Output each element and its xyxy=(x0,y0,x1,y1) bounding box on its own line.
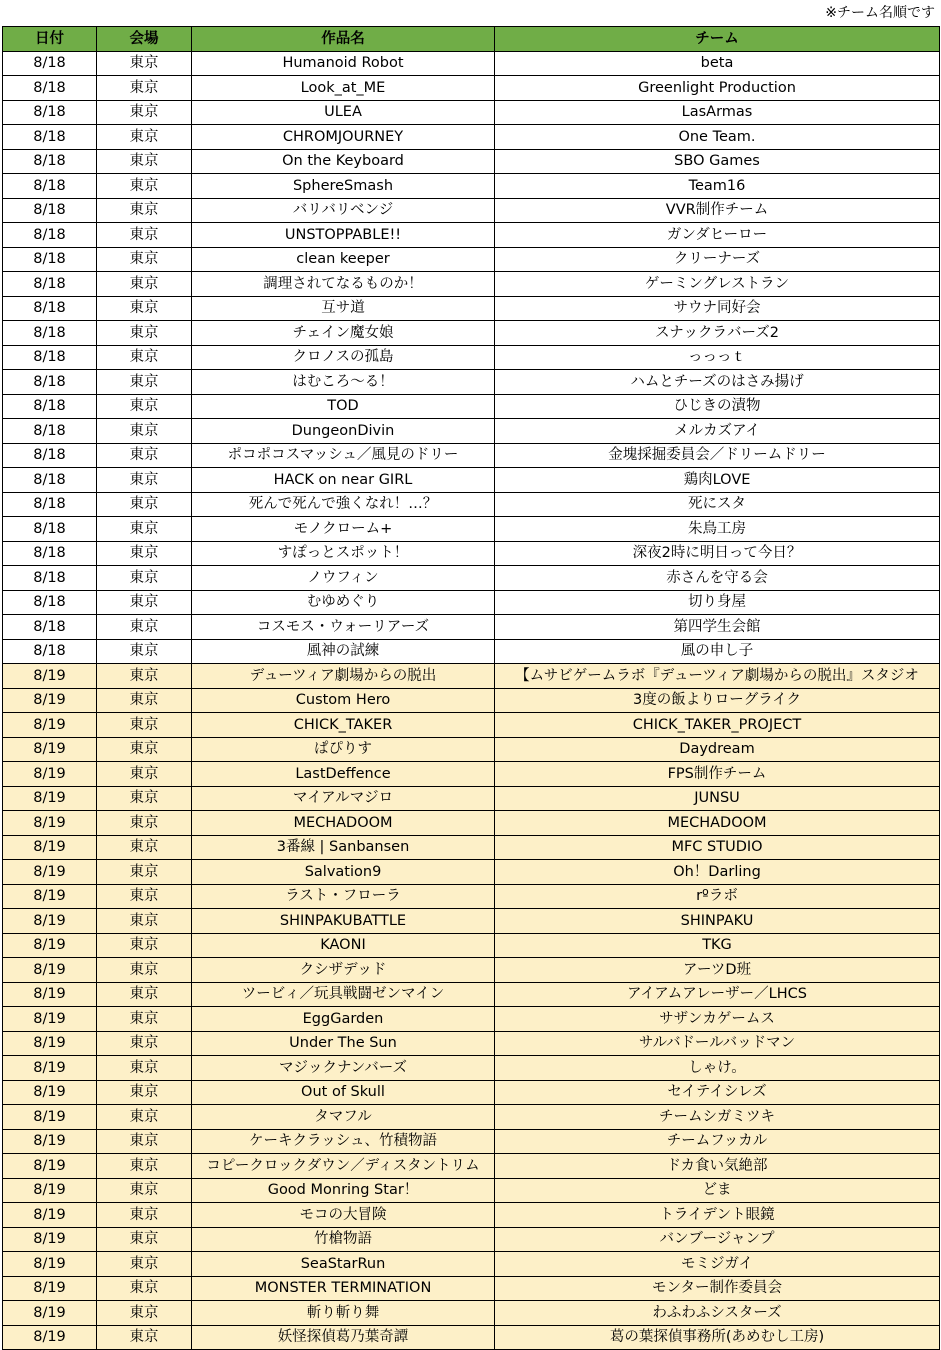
table-row xyxy=(3,51,940,76)
cell-team: Team16 xyxy=(495,174,940,199)
cell-date: 8/19 xyxy=(3,1203,97,1228)
cell-venue: 東京 xyxy=(97,639,192,664)
cell-title: コピークロックダウン／ディスタントリム xyxy=(192,1154,495,1179)
cell-team: FPS制作チーム xyxy=(495,762,940,787)
cell-date: 8/19 xyxy=(3,1129,97,1154)
cell-venue: 東京 xyxy=(97,247,192,272)
cell-title: 3番線 | Sanbansen xyxy=(192,835,495,860)
cell-team: 第四学生会館 xyxy=(495,615,940,640)
table-row xyxy=(3,1301,940,1326)
cell-date: 8/18 xyxy=(3,149,97,174)
cell-title: コスモス・ウォーリアーズ xyxy=(192,615,495,640)
cell-title: ラスト・フローラ xyxy=(192,884,495,909)
cell-team: アーツD班 xyxy=(495,958,940,983)
cell-venue: 東京 xyxy=(97,737,192,762)
cell-date: 8/19 xyxy=(3,688,97,713)
cell-title: マジックナンバーズ xyxy=(192,1056,495,1081)
table-row xyxy=(3,860,940,885)
cell-venue: 東京 xyxy=(97,345,192,370)
cell-date: 8/19 xyxy=(3,1031,97,1056)
table-header-row xyxy=(3,27,940,52)
cell-team: サウナ同好会 xyxy=(495,296,940,321)
cell-team: どま xyxy=(495,1178,940,1203)
cell-title: HACK on near GIRL xyxy=(192,468,495,493)
cell-team: モミジガイ xyxy=(495,1252,940,1277)
cell-venue: 東京 xyxy=(97,884,192,909)
cell-team: っっっｔ xyxy=(495,345,940,370)
cell-title: 互サ道 xyxy=(192,296,495,321)
cell-venue: 東京 xyxy=(97,860,192,885)
table-row xyxy=(3,125,940,150)
table-row xyxy=(3,786,940,811)
cell-team: LasArmas xyxy=(495,100,940,125)
cell-date: 8/18 xyxy=(3,639,97,664)
cell-title: クシザデッド xyxy=(192,958,495,983)
cell-date: 8/18 xyxy=(3,125,97,150)
table-row xyxy=(3,590,940,615)
table-row xyxy=(3,909,940,934)
cell-team: Greenlight Production xyxy=(495,76,940,101)
cell-team: スナックラバーズ2 xyxy=(495,321,940,346)
table-row xyxy=(3,247,940,272)
table-row xyxy=(3,100,940,125)
cell-title: clean keeper xyxy=(192,247,495,272)
cell-title: ポコポコスマッシュ／風見のドリー xyxy=(192,443,495,468)
table-row xyxy=(3,517,940,542)
cell-venue: 東京 xyxy=(97,223,192,248)
cell-date: 8/19 xyxy=(3,1227,97,1252)
cell-team: 【ムサビゲームラボ『デューツィア劇場からの脱出』スタジオ xyxy=(495,664,940,689)
cell-venue: 東京 xyxy=(97,370,192,395)
cell-title: 竹槍物語 xyxy=(192,1227,495,1252)
table-row xyxy=(3,1031,940,1056)
cell-venue: 東京 xyxy=(97,272,192,297)
sort-note: ※チーム名順です xyxy=(825,5,935,21)
cell-team: 切り身屋 xyxy=(495,590,940,615)
cell-title: ケーキクラッシュ、竹積物語 xyxy=(192,1129,495,1154)
cell-date: 8/19 xyxy=(3,811,97,836)
cell-date: 8/18 xyxy=(3,100,97,125)
header-date: 日付 xyxy=(3,27,97,52)
cell-venue: 東京 xyxy=(97,1203,192,1228)
cell-date: 8/18 xyxy=(3,492,97,517)
cell-date: 8/19 xyxy=(3,909,97,934)
table-row xyxy=(3,296,940,321)
cell-date: 8/19 xyxy=(3,1276,97,1301)
header-title: 作品名 xyxy=(192,27,495,52)
cell-venue: 東京 xyxy=(97,590,192,615)
table-row xyxy=(3,541,940,566)
cell-title: On the Keyboard xyxy=(192,149,495,174)
cell-date: 8/19 xyxy=(3,835,97,860)
table-row xyxy=(3,1080,940,1105)
cell-title: Humanoid Robot xyxy=(192,51,495,76)
table-row xyxy=(3,762,940,787)
cell-title: すぽっとスポット！ xyxy=(192,541,495,566)
cell-venue: 東京 xyxy=(97,615,192,640)
cell-venue: 東京 xyxy=(97,1007,192,1032)
table-row xyxy=(3,615,940,640)
cell-date: 8/18 xyxy=(3,541,97,566)
cell-title: Out of Skull xyxy=(192,1080,495,1105)
cell-team: モンター制作委員会 xyxy=(495,1276,940,1301)
cell-title: モコの大冒険 xyxy=(192,1203,495,1228)
table-row xyxy=(3,884,940,909)
cell-team: MECHADOOM xyxy=(495,811,940,836)
cell-team: しゃけ。 xyxy=(495,1056,940,1081)
table-row xyxy=(3,982,940,1007)
cell-title: Salvation9 xyxy=(192,860,495,885)
cell-title: バリバリベンジ xyxy=(192,198,495,223)
cell-title: 風神の試練 xyxy=(192,639,495,664)
cell-date: 8/18 xyxy=(3,272,97,297)
cell-venue: 東京 xyxy=(97,174,192,199)
cell-venue: 東京 xyxy=(97,76,192,101)
cell-team: Oh！Darling xyxy=(495,860,940,885)
table-row xyxy=(3,958,940,983)
cell-venue: 東京 xyxy=(97,1080,192,1105)
cell-team: ハムとチーズのはさみ揚げ xyxy=(495,370,940,395)
cell-venue: 東京 xyxy=(97,492,192,517)
table-row xyxy=(3,737,940,762)
table-row xyxy=(3,1252,940,1277)
cell-title: はむころ～る！ xyxy=(192,370,495,395)
cell-venue: 東京 xyxy=(97,664,192,689)
table-row xyxy=(3,419,940,444)
cell-title: Under The Sun xyxy=(192,1031,495,1056)
cell-venue: 東京 xyxy=(97,762,192,787)
cell-title: Custom Hero xyxy=(192,688,495,713)
cell-venue: 東京 xyxy=(97,566,192,591)
cell-title: モノクローム+ xyxy=(192,517,495,542)
cell-venue: 東京 xyxy=(97,517,192,542)
cell-venue: 東京 xyxy=(97,541,192,566)
cell-venue: 東京 xyxy=(97,1031,192,1056)
cell-team: MFC STUDIO xyxy=(495,835,940,860)
cell-team: SHINPAKU xyxy=(495,909,940,934)
table-row xyxy=(3,1325,940,1350)
cell-title: SeaStarRun xyxy=(192,1252,495,1277)
table-row xyxy=(3,933,940,958)
cell-venue: 東京 xyxy=(97,1056,192,1081)
table-row xyxy=(3,1129,940,1154)
table-row xyxy=(3,1154,940,1179)
cell-team: メルカズアイ xyxy=(495,419,940,444)
table-row xyxy=(3,1276,940,1301)
cell-venue: 東京 xyxy=(97,1276,192,1301)
table-row xyxy=(3,223,940,248)
cell-team: CHICK_TAKER_PROJECT xyxy=(495,713,940,738)
cell-venue: 東京 xyxy=(97,125,192,150)
cell-title: デューツィア劇場からの脱出 xyxy=(192,664,495,689)
header-team: チーム xyxy=(495,27,940,52)
table-row xyxy=(3,713,940,738)
cell-venue: 東京 xyxy=(97,1227,192,1252)
table-row xyxy=(3,1056,940,1081)
cell-date: 8/19 xyxy=(3,958,97,983)
cell-title: クロノスの孤島 xyxy=(192,345,495,370)
cell-team: チームシガミツキ xyxy=(495,1105,940,1130)
cell-title: SHINPAKUBATTLE xyxy=(192,909,495,934)
cell-title: むゆめぐり xyxy=(192,590,495,615)
cell-date: 8/19 xyxy=(3,664,97,689)
cell-date: 8/18 xyxy=(3,370,97,395)
table-row xyxy=(3,198,940,223)
table-row xyxy=(3,688,940,713)
cell-venue: 東京 xyxy=(97,321,192,346)
table-row xyxy=(3,835,940,860)
table-row xyxy=(3,149,940,174)
cell-venue: 東京 xyxy=(97,1178,192,1203)
cell-venue: 東京 xyxy=(97,1129,192,1154)
cell-date: 8/18 xyxy=(3,566,97,591)
table-row xyxy=(3,566,940,591)
cell-team: 赤さんを守る会 xyxy=(495,566,940,591)
cell-date: 8/19 xyxy=(3,884,97,909)
cell-venue: 東京 xyxy=(97,933,192,958)
table-row xyxy=(3,1105,940,1130)
cell-team: アイアムアレーザー／LHCS xyxy=(495,982,940,1007)
cell-venue: 東京 xyxy=(97,958,192,983)
cell-team: beta xyxy=(495,51,940,76)
table-row xyxy=(3,272,940,297)
table-row xyxy=(3,468,940,493)
cell-title: LastDeffence xyxy=(192,762,495,787)
cell-title: ツービィ／玩具戦闘ゼンマイン xyxy=(192,982,495,1007)
cell-venue: 東京 xyxy=(97,198,192,223)
table-row xyxy=(3,1227,940,1252)
cell-team: サザンカゲームス xyxy=(495,1007,940,1032)
cell-venue: 東京 xyxy=(97,296,192,321)
cell-date: 8/19 xyxy=(3,786,97,811)
cell-venue: 東京 xyxy=(97,149,192,174)
cell-date: 8/18 xyxy=(3,223,97,248)
cell-title: ぱぴりす xyxy=(192,737,495,762)
cell-title: CHICK_TAKER xyxy=(192,713,495,738)
cell-team: 3度の飯よりローグライク xyxy=(495,688,940,713)
cell-venue: 東京 xyxy=(97,835,192,860)
cell-venue: 東京 xyxy=(97,982,192,1007)
cell-date: 8/18 xyxy=(3,247,97,272)
cell-team: 深夜2時に明日って今日？ xyxy=(495,541,940,566)
cell-date: 8/19 xyxy=(3,1154,97,1179)
cell-title: DungeonDivin xyxy=(192,419,495,444)
cell-venue: 東京 xyxy=(97,713,192,738)
cell-title: 調理されてなるものか！ xyxy=(192,272,495,297)
cell-title: CHROMJOURNEY xyxy=(192,125,495,150)
cell-venue: 東京 xyxy=(97,419,192,444)
table-row xyxy=(3,492,940,517)
cell-date: 8/19 xyxy=(3,737,97,762)
cell-team: バンブージャンプ xyxy=(495,1227,940,1252)
cell-title: Good Monring Star！ xyxy=(192,1178,495,1203)
table-row xyxy=(3,1203,940,1228)
cell-team: rºラボ xyxy=(495,884,940,909)
cell-team: チームフッカル xyxy=(495,1129,940,1154)
table-row xyxy=(3,1178,940,1203)
cell-date: 8/19 xyxy=(3,713,97,738)
cell-date: 8/19 xyxy=(3,1325,97,1350)
cell-title: TOD xyxy=(192,394,495,419)
cell-team: ガンダヒーロー xyxy=(495,223,940,248)
cell-team: One Team. xyxy=(495,125,940,150)
table-row xyxy=(3,443,940,468)
cell-title: EggGarden xyxy=(192,1007,495,1032)
table-row xyxy=(3,1007,940,1032)
cell-venue: 東京 xyxy=(97,394,192,419)
table-row xyxy=(3,811,940,836)
cell-date: 8/18 xyxy=(3,468,97,493)
cell-date: 8/18 xyxy=(3,76,97,101)
cell-team: わふわふシスターズ xyxy=(495,1301,940,1326)
cell-venue: 東京 xyxy=(97,909,192,934)
cell-title: UNSTOPPABLE!! xyxy=(192,223,495,248)
cell-date: 8/19 xyxy=(3,1080,97,1105)
cell-team: 金塊採掘委員会／ドリームドリー xyxy=(495,443,940,468)
entries-table xyxy=(2,26,940,1350)
cell-date: 8/18 xyxy=(3,345,97,370)
cell-team: 鶏肉LOVE xyxy=(495,468,940,493)
cell-date: 8/19 xyxy=(3,1105,97,1130)
cell-date: 8/18 xyxy=(3,51,97,76)
cell-team: SBO Games xyxy=(495,149,940,174)
cell-date: 8/18 xyxy=(3,590,97,615)
cell-team: 葛の葉探偵事務所(あめむし工房) xyxy=(495,1325,940,1350)
cell-date: 8/19 xyxy=(3,1301,97,1326)
cell-team: セイテイシレズ xyxy=(495,1080,940,1105)
table-row xyxy=(3,345,940,370)
cell-venue: 東京 xyxy=(97,51,192,76)
cell-title: タマフル xyxy=(192,1105,495,1130)
cell-team: 死にスタ xyxy=(495,492,940,517)
cell-venue: 東京 xyxy=(97,1252,192,1277)
cell-title: 死んで死んで強くなれ！…？ xyxy=(192,492,495,517)
cell-title: マイアルマジロ xyxy=(192,786,495,811)
cell-team: トライデント眼鏡 xyxy=(495,1203,940,1228)
cell-date: 8/19 xyxy=(3,762,97,787)
cell-title: MECHADOOM xyxy=(192,811,495,836)
cell-title: SphereSmash xyxy=(192,174,495,199)
cell-team: Daydream xyxy=(495,737,940,762)
cell-date: 8/18 xyxy=(3,198,97,223)
cell-venue: 東京 xyxy=(97,688,192,713)
cell-date: 8/19 xyxy=(3,1056,97,1081)
cell-venue: 東京 xyxy=(97,443,192,468)
table-row xyxy=(3,76,940,101)
cell-team: ドカ食い気絶部 xyxy=(495,1154,940,1179)
cell-title: 妖怪探偵葛乃葉奇譚 xyxy=(192,1325,495,1350)
table-row xyxy=(3,639,940,664)
table-row xyxy=(3,664,940,689)
cell-date: 8/19 xyxy=(3,982,97,1007)
cell-date: 8/19 xyxy=(3,860,97,885)
cell-title: KAONI xyxy=(192,933,495,958)
cell-team: TKG xyxy=(495,933,940,958)
table-row xyxy=(3,370,940,395)
cell-title: 斬り斬り舞 xyxy=(192,1301,495,1326)
cell-date: 8/18 xyxy=(3,615,97,640)
cell-team: 風の申し子 xyxy=(495,639,940,664)
cell-venue: 東京 xyxy=(97,786,192,811)
cell-venue: 東京 xyxy=(97,100,192,125)
table-row xyxy=(3,394,940,419)
table-row xyxy=(3,174,940,199)
cell-date: 8/18 xyxy=(3,296,97,321)
cell-team: ひじきの漬物 xyxy=(495,394,940,419)
cell-title: MONSTER TERMINATION xyxy=(192,1276,495,1301)
cell-team: VVR制作チーム xyxy=(495,198,940,223)
cell-venue: 東京 xyxy=(97,1154,192,1179)
cell-venue: 東京 xyxy=(97,468,192,493)
cell-title: チェイン魔女娘 xyxy=(192,321,495,346)
cell-date: 8/18 xyxy=(3,321,97,346)
cell-date: 8/18 xyxy=(3,419,97,444)
cell-date: 8/18 xyxy=(3,174,97,199)
cell-title: Look_at_ME xyxy=(192,76,495,101)
cell-title: ULEA xyxy=(192,100,495,125)
cell-venue: 東京 xyxy=(97,1301,192,1326)
cell-team: クリーナーズ xyxy=(495,247,940,272)
cell-date: 8/19 xyxy=(3,1178,97,1203)
cell-date: 8/19 xyxy=(3,1007,97,1032)
cell-team: JUNSU xyxy=(495,786,940,811)
header-venue: 会場 xyxy=(97,27,192,52)
cell-team: ゲーミングレストラン xyxy=(495,272,940,297)
cell-date: 8/19 xyxy=(3,933,97,958)
cell-title: ノウフィン xyxy=(192,566,495,591)
cell-date: 8/18 xyxy=(3,443,97,468)
cell-date: 8/19 xyxy=(3,1252,97,1277)
cell-team: サルバドールバッドマン xyxy=(495,1031,940,1056)
cell-venue: 東京 xyxy=(97,1105,192,1130)
cell-team: 朱鳥工房 xyxy=(495,517,940,542)
table-row xyxy=(3,321,940,346)
cell-venue: 東京 xyxy=(97,1325,192,1350)
cell-venue: 東京 xyxy=(97,811,192,836)
cell-date: 8/18 xyxy=(3,394,97,419)
cell-date: 8/18 xyxy=(3,517,97,542)
